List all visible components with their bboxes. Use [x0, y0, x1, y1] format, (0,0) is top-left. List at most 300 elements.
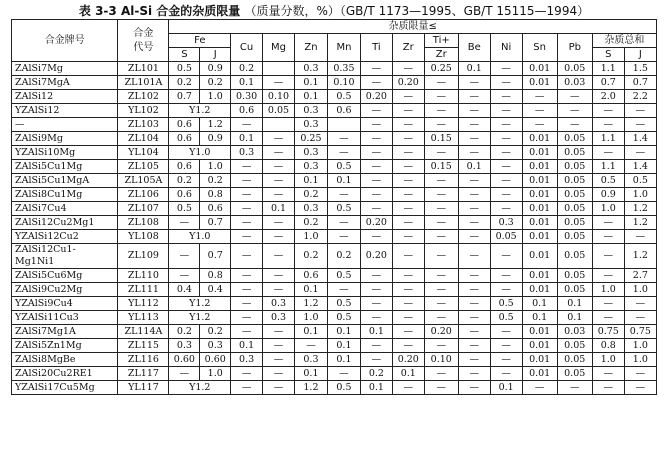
cell-code: YL108	[118, 230, 169, 244]
table-row	[12, 325, 657, 339]
cell-ni: —	[490, 283, 522, 297]
table-row	[12, 311, 657, 325]
cell-total-j: 0.7	[624, 76, 656, 90]
header-grade: 合金牌号	[12, 20, 118, 62]
table-row	[12, 297, 657, 311]
cell-mn: 0.1	[327, 339, 360, 353]
cell-fe-j: 1.0	[200, 367, 231, 381]
cell-ni: —	[490, 90, 522, 104]
cell-grade: YZAlSi10Mg	[12, 146, 118, 160]
cell-ti: —	[360, 174, 392, 188]
cell-cu: —	[231, 381, 263, 395]
table-row	[12, 104, 657, 118]
cell-tizr: —	[424, 297, 458, 311]
cell-code: ZL105	[118, 160, 169, 174]
cell-mg: —	[263, 381, 295, 395]
cell-mg: 0.05	[263, 104, 295, 118]
cell-mg: —	[263, 132, 295, 146]
cell-ti: 0.1	[360, 325, 392, 339]
cell-tizr: —	[424, 146, 458, 160]
cell-code: ZL111	[118, 283, 169, 297]
cell-mn: 0.1	[327, 353, 360, 367]
cell-ti: —	[360, 62, 392, 76]
table-row	[12, 244, 657, 269]
cell-zn: 0.3	[294, 62, 327, 76]
cell-grade: ZAlSi9Mg	[12, 132, 118, 146]
cell-zn: 0.25	[294, 132, 327, 146]
cell-grade: ZAlSi7Mg	[12, 62, 118, 76]
cell-sn: 0.01	[522, 160, 557, 174]
cell-code: ZL110	[118, 269, 169, 283]
cell-cu: —	[231, 230, 263, 244]
cell-be: —	[458, 353, 490, 367]
cell-tizr: —	[424, 339, 458, 353]
cell-pb: 0.05	[557, 244, 592, 269]
cell-ni: —	[490, 339, 522, 353]
cell-pb: 0.05	[557, 160, 592, 174]
table-row	[12, 118, 657, 132]
cell-mg: —	[263, 76, 295, 90]
cell-ti: 0.20	[360, 244, 392, 269]
cell-be: —	[458, 216, 490, 230]
cell-zr: —	[392, 297, 424, 311]
cell-cu: —	[231, 188, 263, 202]
cell-total-s: 0.9	[592, 188, 624, 202]
cell-total-j: —	[624, 381, 656, 395]
cell-zn: 0.2	[294, 188, 327, 202]
cell-mg: —	[263, 283, 295, 297]
cell-be: —	[458, 90, 490, 104]
cell-zr: —	[392, 132, 424, 146]
cell-cu: 0.30	[231, 90, 263, 104]
cell-cu: 0.2	[231, 62, 263, 76]
cell-code: YL112	[118, 297, 169, 311]
header-cu: Cu	[231, 34, 263, 62]
cell-zn: 0.2	[294, 216, 327, 230]
cell-grade: YZAlSi12	[12, 104, 118, 118]
cell-ti: 0.20	[360, 216, 392, 230]
cell-total-j: 1.5	[624, 62, 656, 76]
cell-sn: 0.01	[522, 244, 557, 269]
cell-mg: —	[263, 353, 295, 367]
cell-cu: —	[231, 367, 263, 381]
cell-total-j: —	[624, 118, 656, 132]
cell-ni: —	[490, 325, 522, 339]
cell-mn: 0.6	[327, 104, 360, 118]
cell-zr: —	[392, 104, 424, 118]
cell-total-s: —	[592, 367, 624, 381]
table-row	[12, 76, 657, 90]
cell-zn: 1.2	[294, 297, 327, 311]
cell-tizr: —	[424, 90, 458, 104]
cell-ni: —	[490, 118, 522, 132]
cell-mg: —	[263, 325, 295, 339]
cell-code: ZL109	[118, 244, 169, 269]
cell-mn: —	[327, 146, 360, 160]
cell-total-s: —	[592, 104, 624, 118]
cell-code: ZL108	[118, 216, 169, 230]
header-ti: Ti	[360, 34, 392, 62]
cell-sn: 0.01	[522, 339, 557, 353]
cell-ni: 0.05	[490, 230, 522, 244]
table-row	[12, 367, 657, 381]
header-code	[118, 20, 169, 62]
cell-zr: —	[392, 311, 424, 325]
cell-pb: 0.1	[557, 311, 592, 325]
cell-mg: 0.10	[263, 90, 295, 104]
header-pb: Pb	[557, 34, 592, 62]
cell-grade: ZAlSi12Cu2Mg1	[12, 216, 118, 230]
cell-be: —	[458, 311, 490, 325]
cell-ti: —	[360, 297, 392, 311]
cell-tizr: —	[424, 269, 458, 283]
cell-zr: —	[392, 202, 424, 216]
cell-grade: ZAlSi8Cu1Mg	[12, 188, 118, 202]
header-total-s: S	[592, 48, 624, 62]
cell-tizr: 0.25	[424, 62, 458, 76]
cell-fe-j: 0.4	[200, 283, 231, 297]
cell-cu: 0.1	[231, 132, 263, 146]
cell-fe-j: 0.7	[200, 244, 231, 269]
cell-fe-s: 0.5	[169, 62, 200, 76]
table-title	[0, 2, 668, 19]
cell-mn: 0.1	[327, 325, 360, 339]
cell-code: ZL104	[118, 132, 169, 146]
table-row	[12, 132, 657, 146]
cell-zr: —	[392, 62, 424, 76]
cell-total-j: —	[624, 367, 656, 381]
cell-be: —	[458, 297, 490, 311]
cell-pb: 0.05	[557, 367, 592, 381]
cell-pb: 0.05	[557, 283, 592, 297]
table-row	[12, 90, 657, 104]
cell-ni: 0.5	[490, 311, 522, 325]
cell-zr: —	[392, 269, 424, 283]
cell-mg	[263, 62, 295, 76]
cell-mg: —	[263, 230, 295, 244]
cell-total-s: 1.0	[592, 202, 624, 216]
cell-tizr: —	[424, 381, 458, 395]
cell-ni: —	[490, 160, 522, 174]
cell-total-j: —	[624, 311, 656, 325]
cell-ti: —	[360, 353, 392, 367]
cell-mn: 0.2	[327, 244, 360, 269]
cell-pb: 0.05	[557, 353, 592, 367]
cell-fe-s: 0.3	[169, 339, 200, 353]
cell-zn: 0.2	[294, 244, 327, 269]
cell-tizr: —	[424, 188, 458, 202]
cell-tizr: —	[424, 202, 458, 216]
cell-zr: —	[392, 188, 424, 202]
cell-be: —	[458, 339, 490, 353]
cell-mn: 0.10	[327, 76, 360, 90]
header-total-j: J	[624, 48, 656, 62]
cell-sn: 0.01	[522, 132, 557, 146]
cell-total-s: —	[592, 297, 624, 311]
cell-mg	[263, 118, 295, 132]
cell-total-s: —	[592, 230, 624, 244]
cell-code: ZL105A	[118, 174, 169, 188]
cell-total-s: —	[592, 216, 624, 230]
cell-ni: 0.1	[490, 381, 522, 395]
cell-code: ZL117	[118, 367, 169, 381]
cell-ti: —	[360, 283, 392, 297]
cell-fe-j: 0.2	[200, 76, 231, 90]
cell-sn: 0.01	[522, 76, 557, 90]
cell-total-j: 1.0	[624, 188, 656, 202]
cell-total-s: 1.1	[592, 132, 624, 146]
cell-mg: —	[263, 367, 295, 381]
cell-total-s: —	[592, 311, 624, 325]
cell-cu: 0.3	[231, 146, 263, 160]
cell-zr: —	[392, 244, 424, 269]
cell-ti: —	[360, 132, 392, 146]
cell-pb: 0.03	[557, 76, 592, 90]
cell-mn: 0.5	[327, 311, 360, 325]
cell-tizr: 0.15	[424, 132, 458, 146]
cell-total-s: 2.0	[592, 90, 624, 104]
cell-total-s: 1.1	[592, 62, 624, 76]
header-be: Be	[458, 34, 490, 62]
cell-mn: 0.1	[327, 174, 360, 188]
header-mg: Mg	[263, 34, 295, 62]
cell-zn: 0.1	[294, 283, 327, 297]
cell-cu: 0.6	[231, 104, 263, 118]
cell-pb: 0.05	[557, 146, 592, 160]
cell-sn: 0.01	[522, 188, 557, 202]
header-code-line1: 合金	[133, 27, 154, 39]
cell-be: —	[458, 146, 490, 160]
cell-zr: —	[392, 118, 424, 132]
cell-ni: —	[490, 202, 522, 216]
cell-cu: —	[231, 244, 263, 269]
cell-tizr: —	[424, 283, 458, 297]
cell-total-s: 0.75	[592, 325, 624, 339]
cell-pb: 0.03	[557, 325, 592, 339]
cell-ni: —	[490, 353, 522, 367]
cell-fe-j: 0.2	[200, 174, 231, 188]
cell-ti: 0.20	[360, 90, 392, 104]
cell-be: 0.1	[458, 160, 490, 174]
cell-sn: 0.01	[522, 367, 557, 381]
cell-mn: 0.5	[327, 160, 360, 174]
cell-mg: 0.3	[263, 297, 295, 311]
cell-ti: —	[360, 311, 392, 325]
cell-fe-s: —	[169, 244, 200, 269]
cell-pb: 0.05	[557, 188, 592, 202]
cell-mg: —	[263, 216, 295, 230]
cell-total-j: —	[624, 104, 656, 118]
header-mn: Mn	[327, 34, 360, 62]
cell-mg: —	[263, 244, 295, 269]
cell-ti: —	[360, 188, 392, 202]
header-total: 杂质总和	[592, 34, 656, 48]
header-tizr-bottom: Zr	[424, 48, 458, 62]
cell-fe-j: 0.2	[200, 325, 231, 339]
cell-mn: —	[327, 367, 360, 381]
cell-cu: —	[231, 297, 263, 311]
table-row	[12, 202, 657, 216]
cell-be: —	[458, 118, 490, 132]
cell-ni: 0.5	[490, 297, 522, 311]
header-fe: Fe	[169, 34, 231, 48]
cell-fe-j: 0.9	[200, 62, 231, 76]
cell-zr: —	[392, 90, 424, 104]
cell-be: —	[458, 367, 490, 381]
cell-sn: 0.01	[522, 325, 557, 339]
cell-zn: 0.3	[294, 146, 327, 160]
cell-ti: 0.2	[360, 367, 392, 381]
cell-ni: —	[490, 188, 522, 202]
cell-total-j: —	[624, 146, 656, 160]
cell-zr: —	[392, 339, 424, 353]
cell-cu: 0.1	[231, 76, 263, 90]
cell-mn: 0.5	[327, 202, 360, 216]
cell-code: YL104	[118, 146, 169, 160]
cell-ti: —	[360, 160, 392, 174]
header-tizr-top: Ti+	[424, 34, 458, 48]
header-code-line2: 代号	[133, 41, 154, 53]
cell-fe-s: —	[169, 216, 200, 230]
cell-zr: 0.20	[392, 76, 424, 90]
cell-ni: —	[490, 132, 522, 146]
cell-grade: ZAlSi7MgA	[12, 76, 118, 90]
cell-total-j: 0.5	[624, 174, 656, 188]
cell-ti: —	[360, 76, 392, 90]
cell-zr: —	[392, 160, 424, 174]
cell-fe-s: Y1.0	[169, 146, 231, 160]
header-zr: Zr	[392, 34, 424, 62]
cell-be: —	[458, 283, 490, 297]
cell-cu: —	[231, 174, 263, 188]
table-row	[12, 160, 657, 174]
cell-sn: 0.1	[522, 297, 557, 311]
cell-cu: 0.3	[231, 353, 263, 367]
cell-ni: —	[490, 269, 522, 283]
cell-ti: —	[360, 202, 392, 216]
cell-zn: 0.1	[294, 325, 327, 339]
cell-grade: ZAlSi7Cu4	[12, 202, 118, 216]
cell-mn: 0.5	[327, 269, 360, 283]
cell-ni: —	[490, 76, 522, 90]
cell-fe-s: 0.7	[169, 90, 200, 104]
cell-zn: 1.0	[294, 230, 327, 244]
cell-fe-s: 0.2	[169, 325, 200, 339]
cell-ni: —	[490, 367, 522, 381]
cell-tizr: 0.10	[424, 353, 458, 367]
cell-code: ZL114A	[118, 325, 169, 339]
header-ni: Ni	[490, 34, 522, 62]
cell-total-s: 0.7	[592, 76, 624, 90]
cell-cu: —	[231, 283, 263, 297]
cell-fe-j: 0.60	[200, 353, 231, 367]
table-row	[12, 230, 657, 244]
table-row	[12, 353, 657, 367]
cell-pb: 0.05	[557, 62, 592, 76]
cell-fe-s: 0.2	[169, 174, 200, 188]
header-zn: Zn	[294, 34, 327, 62]
cell-pb: 0.1	[557, 297, 592, 311]
cell-fe-s: 0.5	[169, 202, 200, 216]
cell-zr: —	[392, 381, 424, 395]
cell-zr: —	[392, 216, 424, 230]
cell-pb: —	[557, 90, 592, 104]
cell-pb: 0.05	[557, 269, 592, 283]
cell-fe-j: 1.0	[200, 90, 231, 104]
cell-sn: 0.1	[522, 311, 557, 325]
cell-sn: 0.01	[522, 230, 557, 244]
cell-tizr: —	[424, 174, 458, 188]
cell-grade: YZAlSi12Cu2	[12, 230, 118, 244]
cell-be: —	[458, 174, 490, 188]
cell-pb: 0.05	[557, 216, 592, 230]
cell-sn: —	[522, 118, 557, 132]
cell-pb: —	[557, 381, 592, 395]
cell-zr: 0.1	[392, 367, 424, 381]
cell-sn: —	[522, 90, 557, 104]
cell-mn: —	[327, 230, 360, 244]
cell-tizr: 0.20	[424, 325, 458, 339]
cell-tizr: —	[424, 244, 458, 269]
cell-mg: —	[263, 339, 295, 353]
table-row	[12, 146, 657, 160]
cell-zn: 0.1	[294, 76, 327, 90]
cell-cu: —	[231, 311, 263, 325]
cell-total-s: —	[592, 146, 624, 160]
cell-grade: YZAlSi11Cu3	[12, 311, 118, 325]
cell-total-j: —	[624, 297, 656, 311]
cell-grade: YZAlSi9Cu4	[12, 297, 118, 311]
cell-fe-j: 0.3	[200, 339, 231, 353]
cell-be: —	[458, 230, 490, 244]
cell-total-j: 2.7	[624, 269, 656, 283]
cell-grade: ZAlSi5Zn1Mg	[12, 339, 118, 353]
table-row	[12, 62, 657, 76]
cell-code: ZL115	[118, 339, 169, 353]
cell-code: ZL102	[118, 90, 169, 104]
cell-total-j: 1.0	[624, 339, 656, 353]
cell-ti: 0.1	[360, 381, 392, 395]
cell-fe-s: Y1.2	[169, 381, 231, 395]
header-sn: Sn	[522, 34, 557, 62]
cell-zn: 1.0	[294, 311, 327, 325]
cell-total-s: —	[592, 244, 624, 269]
cell-total-j: 1.2	[624, 216, 656, 230]
cell-grade: ZAlSi5Cu1Mg	[12, 160, 118, 174]
cell-mg: —	[263, 188, 295, 202]
cell-fe-j: 0.9	[200, 132, 231, 146]
cell-total-j: 2.2	[624, 90, 656, 104]
cell-code: YL117	[118, 381, 169, 395]
cell-be: —	[458, 381, 490, 395]
cell-total-j: 0.75	[624, 325, 656, 339]
header-fe-s: S	[169, 48, 200, 62]
cell-total-j: 1.4	[624, 160, 656, 174]
cell-grade: YZAlSi17Cu5Mg	[12, 381, 118, 395]
cell-code: ZL101A	[118, 76, 169, 90]
cell-fe-s: Y1.0	[169, 230, 231, 244]
cell-tizr: —	[424, 230, 458, 244]
cell-mn: 0.5	[327, 297, 360, 311]
cell-grade: ZAlSi7Mg1A	[12, 325, 118, 339]
cell-be: —	[458, 132, 490, 146]
cell-mg: —	[263, 269, 295, 283]
table-row	[12, 188, 657, 202]
cell-ni: —	[490, 244, 522, 269]
cell-zn: 0.1	[294, 174, 327, 188]
cell-code: ZL116	[118, 353, 169, 367]
cell-pb: 0.05	[557, 230, 592, 244]
